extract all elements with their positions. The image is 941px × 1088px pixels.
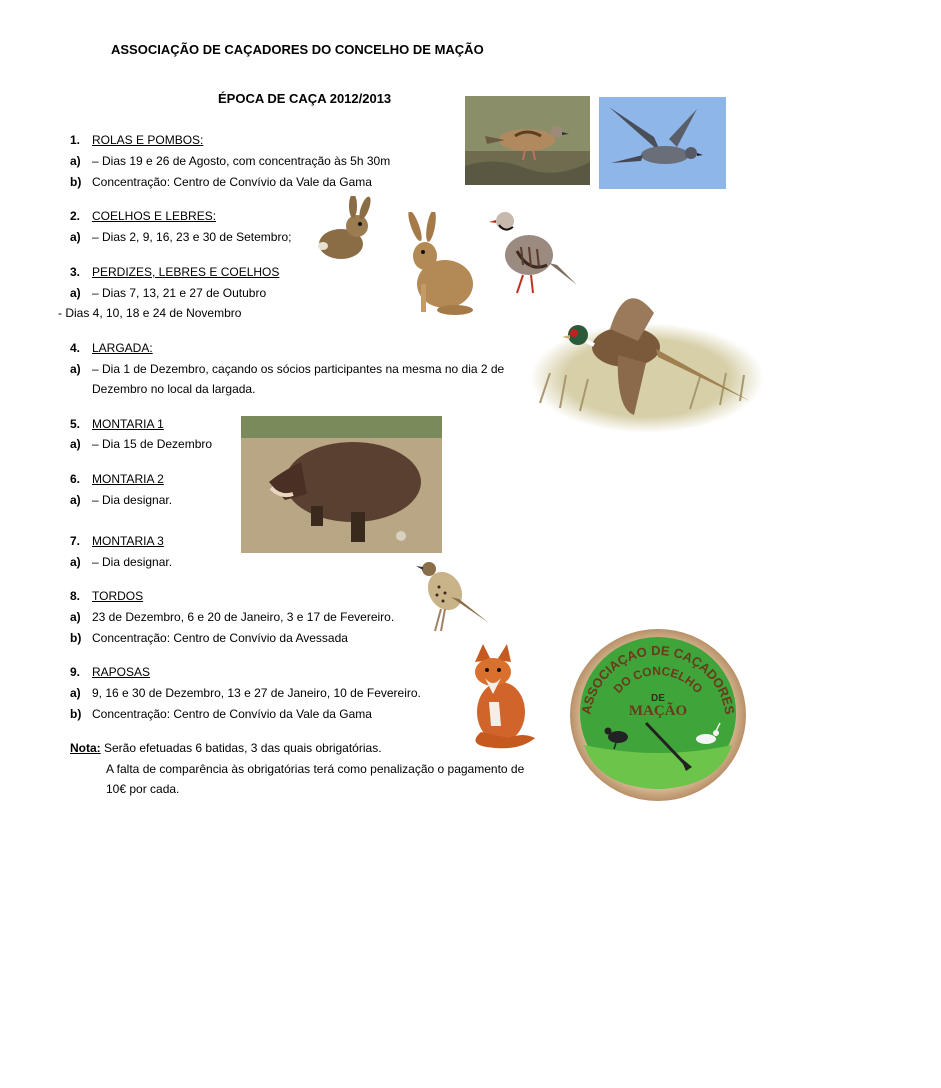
section-heading: MONTARIA 2	[92, 472, 164, 486]
section-number: 5.	[70, 417, 81, 431]
section-number: 7.	[70, 534, 81, 548]
pigeon-image	[599, 97, 726, 189]
section-heading: MONTARIA 3	[92, 534, 164, 548]
turtle-dove-image	[465, 96, 590, 185]
item-text: – Dias 2, 9, 16, 23 e 30 de Setembro;	[92, 230, 292, 244]
item-text: – Dia designar.	[92, 555, 173, 569]
logo-de-text: DE	[651, 693, 665, 704]
item-text: 23 de Dezembro, 6 e 20 de Janeiro, 3 e 17 de Fevereiro.	[92, 610, 395, 624]
item-marker: a)	[70, 493, 81, 507]
item-text: 9, 16 e 30 de Dezembro, 13 e 27 de Janeiro, 10 de Fevereiro.	[92, 686, 421, 700]
item-text: – Dia 15 de Dezembro	[92, 437, 213, 451]
item-text: – Dias 19 e 26 de Agosto, com concentração às 5h 30m	[92, 154, 391, 168]
item-marker: a)	[70, 437, 81, 451]
pheasant-image	[530, 283, 765, 433]
item-text: - Dias 4, 10, 18 e 24 de Novembro	[58, 306, 242, 320]
section-number: 4.	[70, 341, 81, 355]
item-text: Concentração: Centro de Convívio da Vale da Gama	[92, 707, 372, 721]
item-text: Concentração: Centro de Convívio da Vale da Gama	[92, 175, 372, 189]
item-marker: a)	[70, 286, 81, 300]
item-marker: b)	[70, 175, 82, 189]
item-marker: a)	[70, 610, 81, 624]
item-marker: a)	[70, 230, 81, 244]
item-text-continued: Dezembro no local da largada.	[92, 382, 256, 396]
hare-image	[395, 212, 481, 316]
document-title: ASSOCIAÇÃO DE CAÇADORES DO CONCELHO DE MAÇÃO	[111, 42, 484, 57]
section-heading: LARGADA:	[92, 341, 153, 355]
section-number: 6.	[70, 472, 81, 486]
thrush-image	[415, 557, 491, 633]
logo-line2-text: DO CONCELHO	[610, 663, 706, 696]
section-number: 9.	[70, 665, 81, 679]
section-heading: PERDIZES, LEBRES E COELHOS	[92, 265, 280, 279]
section-heading: ROLAS E POMBOS:	[92, 133, 204, 147]
fox-image	[461, 642, 536, 752]
association-logo	[568, 627, 748, 802]
logo-name-text: MAÇÃO	[628, 703, 688, 719]
note-label: Nota:	[70, 741, 101, 755]
note-text-2: A falta de comparência às obrigatórias terá como penalização o pagamento de	[106, 762, 525, 776]
item-marker: b)	[70, 707, 82, 721]
item-marker: a)	[70, 686, 81, 700]
boar-image	[241, 416, 442, 553]
rabbit-image	[311, 196, 379, 264]
item-text: – Dia 1 de Dezembro, caçando os sócios participantes na mesma no dia 2 de	[92, 362, 505, 376]
section-heading: COELHOS E LEBRES:	[92, 209, 217, 223]
item-text: – Dias 7, 13, 21 e 27 de Outubro	[92, 286, 267, 300]
note-text: Serão efetuadas 6 batidas, 3 das quais obrigatórias.	[100, 741, 382, 755]
section-heading: MONTARIA 1	[92, 417, 164, 431]
item-marker: a)	[70, 362, 81, 376]
section-number: 1.	[70, 133, 81, 147]
note-line	[70, 741, 382, 756]
item-text: – Dia designar.	[92, 493, 173, 507]
item-marker: a)	[70, 555, 81, 569]
note-text-3: 10€ por cada.	[106, 782, 180, 796]
item-text: Concentração: Centro de Convívio da Avessada	[92, 631, 348, 645]
section-heading: RAPOSAS	[92, 665, 151, 679]
section-number: 8.	[70, 589, 81, 603]
document-subtitle: ÉPOCA DE CAÇA 2012/2013	[218, 91, 392, 106]
section-heading: TORDOS	[92, 589, 144, 603]
item-marker: b)	[70, 631, 82, 645]
section-number: 2.	[70, 209, 81, 223]
logo-arc-text: ASSOCIAÇAO DE CAÇADORES	[578, 642, 738, 716]
item-marker: a)	[70, 154, 81, 168]
section-number: 3.	[70, 265, 81, 279]
